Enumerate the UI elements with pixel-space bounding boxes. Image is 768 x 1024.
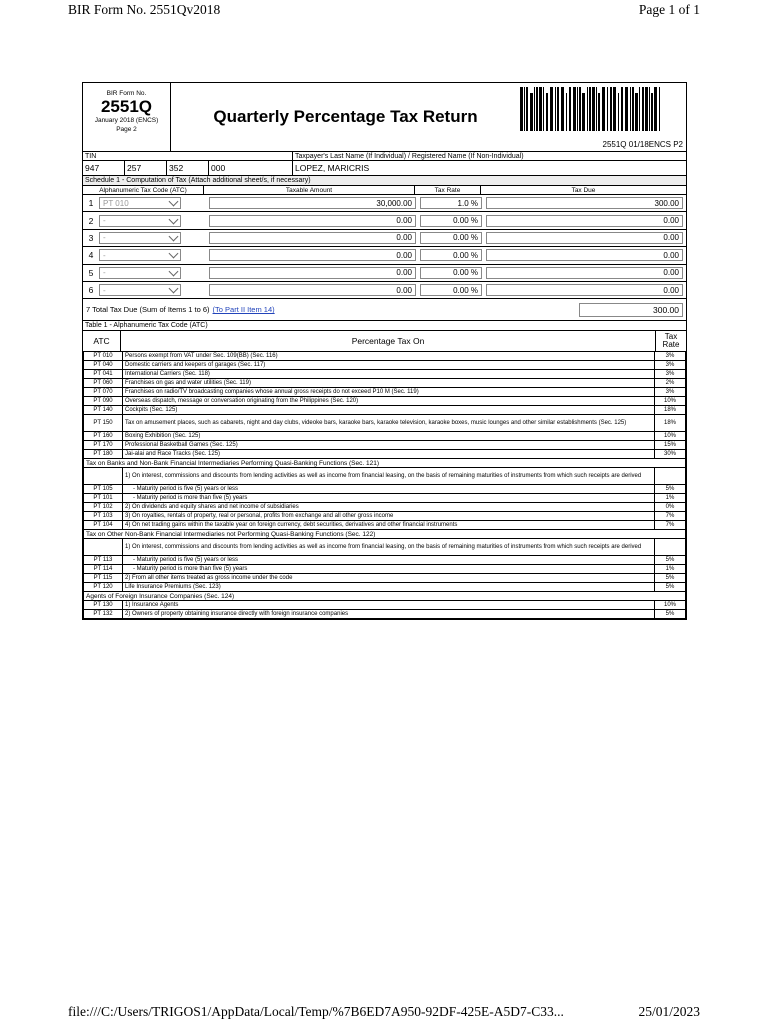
section-title: Agents of Foreign Insurance Companies (Sec. 124) — [84, 592, 686, 601]
atc-description: 1) On interest, commissions and discounts from lending activities as well as income from financial leasing, on the basis of remaining maturities of instruments from which such receipts are derived — [123, 539, 655, 556]
atc-rate: 0% — [655, 503, 686, 512]
atc-code: PT 040 — [84, 361, 123, 370]
tax-due-field[interactable]: 0.00 — [486, 267, 683, 279]
atc-rate: 3% — [655, 388, 686, 397]
taxable-amount-field[interactable]: 0.00 — [209, 267, 416, 279]
atc-description: 4) On net trading gains within the taxable year on foreign currency, debt securities, derivatives and other financial instruments — [123, 521, 655, 530]
schedule1-row — [83, 212, 686, 229]
tax-rate-field[interactable]: 0.00 % — [420, 249, 482, 261]
row-number: 6 — [88, 285, 94, 296]
atc-description: Boxing Exhibition (Sec. 125) — [123, 432, 655, 441]
table1 — [83, 351, 686, 619]
tax-rate-field[interactable]: 0.00 % — [420, 284, 482, 296]
atc-select[interactable] — [99, 267, 181, 279]
schedule1-row — [83, 230, 686, 247]
form-page: Page 2 — [116, 126, 137, 133]
atc-code: PT 113 — [84, 556, 123, 565]
print-footer-path: file:///C:/Users/TRIGOS1/AppData/Local/Temp/%7B6ED7A950-92DF-425E-A5D7-C33... — [68, 1004, 564, 1019]
atc-code: PT 150 — [84, 415, 123, 432]
taxpayer-label-row — [83, 152, 686, 161]
atc-code: PT 101 — [84, 494, 123, 503]
tax-rate-field[interactable]: 0.00 % — [420, 232, 482, 244]
taxpayer-name-label: Taxpayer's Last Name (If Individual) / Registered Name (If Non-Individual) — [295, 152, 524, 160]
atc-select[interactable] — [99, 197, 181, 209]
atc-code: PT 114 — [84, 565, 123, 574]
schedule1-header-rate: Tax Rate — [415, 186, 481, 194]
section-title: Tax on Other Non-Bank Financial Intermediaries not Performing Quasi-Banking Functions (Sec. 122) — [84, 530, 686, 539]
atc-rate: 5% — [655, 556, 686, 565]
table1-row — [84, 370, 686, 379]
table1-title — [83, 321, 686, 331]
table1-row — [84, 397, 686, 406]
atc-rate — [655, 468, 686, 485]
atc-rate: 1% — [655, 494, 686, 503]
schedule1-title — [83, 176, 686, 186]
form-number: 2551Q — [100, 97, 153, 116]
atc-select[interactable] — [99, 284, 181, 296]
table1-title-text: Table 1 - Alphanumeric Tax Code (ATC) — [85, 322, 208, 330]
atc-description: Professional Basketball Games (Sec. 125) — [123, 441, 655, 450]
tax-form — [82, 82, 687, 620]
atc-rate: 3% — [655, 370, 686, 379]
table1-row — [84, 610, 686, 619]
atc-description: - Maturity period is more than five (5) years — [123, 565, 655, 574]
taxable-amount-field[interactable]: 30,000.00 — [209, 197, 416, 209]
row-number: 5 — [88, 267, 94, 278]
total-tax-due-field[interactable]: 300.00 — [579, 303, 683, 317]
atc-description: 2) Owners of property obtaining insurance directly with foreign insurance companies — [123, 610, 655, 619]
table1-row — [84, 388, 686, 397]
atc-code — [84, 468, 123, 485]
atc-value: - — [103, 250, 106, 260]
table1-row — [84, 556, 686, 565]
table1-row — [84, 406, 686, 415]
tax-due-field[interactable]: 300.00 — [486, 197, 683, 209]
table1-row — [84, 441, 686, 450]
schedule1-row — [83, 282, 686, 299]
table1-row — [84, 521, 686, 530]
barcode-label: 2551Q 01/18ENCS P2 — [602, 140, 683, 149]
atc-rate: 18% — [655, 406, 686, 415]
atc-rate: 10% — [655, 397, 686, 406]
atc-value: - — [103, 233, 106, 243]
table1-header-row — [83, 331, 686, 351]
taxpayer-value-row — [83, 161, 686, 176]
atc-rate: 7% — [655, 521, 686, 530]
table1-header-rate: Tax Rate — [662, 332, 680, 350]
table1-row — [84, 512, 686, 521]
atc-code — [84, 539, 123, 556]
atc-rate: 5% — [655, 610, 686, 619]
atc-description: 2) From all other items treated as gross income under the code — [123, 574, 655, 583]
atc-rate: 3% — [655, 352, 686, 361]
atc-description: Jai-alai and Race Tracks (Sec. 125) — [123, 450, 655, 459]
atc-code: PT 104 — [84, 521, 123, 530]
table1-row — [84, 583, 686, 592]
atc-description: 1) Insurance Agents — [123, 601, 655, 610]
tin-field-2[interactable]: 257 — [125, 161, 167, 175]
form-version: January 2018 (ENCS) — [94, 117, 159, 124]
atc-code: PT 060 — [84, 379, 123, 388]
form-title: Quarterly Percentage Tax Return — [213, 107, 478, 126]
atc-description: Cockpits (Sec. 125) — [123, 406, 655, 415]
schedule1-row — [83, 247, 686, 264]
form-id-block — [83, 83, 171, 151]
tax-rate-field[interactable]: 1.0 % — [420, 197, 482, 209]
atc-rate: 5% — [655, 574, 686, 583]
table1-row — [84, 361, 686, 370]
taxable-amount-field[interactable]: 0.00 — [209, 232, 416, 244]
atc-description: Life Insurance Premiums (Sec. 123) — [123, 583, 655, 592]
atc-description: - Maturity period is more than five (5) years — [123, 494, 655, 503]
atc-value: - — [103, 285, 106, 295]
table1-row — [84, 494, 686, 503]
atc-code: PT 102 — [84, 503, 123, 512]
atc-value: - — [103, 268, 106, 278]
chevron-down-icon — [169, 266, 179, 276]
section-title: Tax on Banks and Non-Bank Financial Intermediaries Performing Quasi-Banking Functions (Sec. 121) — [84, 459, 686, 468]
tin-field-4[interactable]: 000 — [209, 161, 293, 175]
schedule1-header-amount: Taxable Amount — [204, 186, 415, 194]
table1-section-row — [84, 530, 686, 539]
atc-rate: 1% — [655, 565, 686, 574]
atc-code: PT 010 — [84, 352, 123, 361]
chevron-down-icon — [169, 214, 179, 224]
print-header-page: Page 1 of 1 — [638, 2, 700, 17]
atc-code: PT 070 — [84, 388, 123, 397]
row-number: 3 — [88, 232, 94, 243]
table1-row — [84, 432, 686, 441]
schedule1-row — [83, 195, 686, 212]
atc-description: - Maturity period is five (5) years or less — [123, 485, 655, 494]
tax-rate-field[interactable]: 0.00 % — [420, 215, 482, 227]
print-footer-date: 25/01/2023 — [638, 1004, 700, 1019]
atc-description: International Carriers (Sec. 118) — [123, 370, 655, 379]
row-number: 4 — [88, 250, 94, 261]
table1-section-row — [84, 592, 686, 601]
atc-code: PT 170 — [84, 441, 123, 450]
atc-description: Persons exempt from VAT under Sec. 109(BB) (Sec. 116) — [123, 352, 655, 361]
atc-rate: 7% — [655, 512, 686, 521]
table1-row — [84, 574, 686, 583]
atc-rate — [655, 539, 686, 556]
table1-row — [84, 352, 686, 361]
atc-code: PT 090 — [84, 397, 123, 406]
row-number: 1 — [88, 198, 94, 209]
atc-code: PT 105 — [84, 485, 123, 494]
atc-description: Franchises on radio/TV broadcasting companies whose annual gross receipts do not exceed P10 M (Sec. 119) — [123, 388, 655, 397]
atc-description: - Maturity period is five (5) years or less — [123, 556, 655, 565]
tax-due-field[interactable]: 0.00 — [486, 249, 683, 261]
atc-value: - — [103, 216, 106, 226]
schedule1-total-row — [83, 299, 686, 321]
barcode-block — [520, 83, 686, 151]
chevron-down-icon — [169, 284, 179, 294]
schedule1-row — [83, 265, 686, 282]
atc-code: PT 140 — [84, 406, 123, 415]
atc-rate: 5% — [655, 485, 686, 494]
tin-field-1[interactable]: 947 — [83, 161, 125, 175]
atc-description: Tax on amusement places, such as cabarets, night and day clubs, videoke bars, karaoke bars, karaoke television, karaoke boxes, music lounges and other similar establishments (Sec. 125) — [123, 415, 655, 432]
atc-rate: 10% — [655, 601, 686, 610]
tax-due-field[interactable]: 0.00 — [486, 232, 683, 244]
atc-code: PT 130 — [84, 601, 123, 610]
table1-row — [84, 450, 686, 459]
atc-description: 1) On interest, commissions and discounts from lending activities as well as income from financial leasing, on the basis of remaining maturities of instruments from which such receipts are derived — [123, 468, 655, 485]
tax-due-field[interactable]: 0.00 — [486, 284, 683, 296]
atc-rate: 3% — [655, 361, 686, 370]
total-link[interactable]: (To Part II Item 14) — [212, 305, 275, 315]
atc-description: Overseas dispatch, message or conversation originating from the Philippines (Sec. 120) — [123, 397, 655, 406]
taxable-amount-field[interactable]: 0.00 — [209, 249, 416, 261]
form-header — [83, 83, 686, 152]
print-header-title: BIR Form No. 2551Qv2018 — [68, 2, 221, 17]
schedule1-rows — [83, 195, 686, 299]
atc-rate: 30% — [655, 450, 686, 459]
table1-header-atc: ATC — [83, 331, 121, 351]
atc-code: PT 160 — [84, 432, 123, 441]
row-number: 2 — [88, 215, 94, 226]
table1-row — [84, 503, 686, 512]
atc-rate: 10% — [655, 432, 686, 441]
taxpayer-name-field[interactable]: LOPEZ, MARICRIS — [295, 163, 370, 173]
chevron-down-icon — [169, 232, 179, 242]
atc-rate: 18% — [655, 415, 686, 432]
table1-header-desc: Percentage Tax On — [121, 331, 656, 351]
taxable-amount-field[interactable]: 0.00 — [209, 284, 416, 296]
atc-rate: 15% — [655, 441, 686, 450]
table1-row — [84, 485, 686, 494]
atc-code: PT 132 — [84, 610, 123, 619]
taxable-amount-field[interactable]: 0.00 — [209, 215, 416, 227]
atc-description: Domestic carriers and keepers of garages (Sec. 117) — [123, 361, 655, 370]
tin-field-3[interactable]: 352 — [167, 161, 209, 175]
schedule1-header-row — [83, 186, 686, 195]
form-no-label: BIR Form No. — [106, 90, 147, 97]
atc-description: 3) On royalties, rentals of property, real or personal, profits from exchange and all other gross income — [123, 512, 655, 521]
atc-code: PT 041 — [84, 370, 123, 379]
schedule1-title-text: Schedule 1 - Computation of Tax (Attach additional sheet/s, if necessary) — [85, 177, 311, 184]
table1-row — [84, 601, 686, 610]
chevron-down-icon — [169, 249, 179, 259]
atc-code: PT 115 — [84, 574, 123, 583]
table1-row — [84, 565, 686, 574]
schedule1-header-atc: Alphanumeric Tax Code (ATC) — [83, 186, 204, 194]
table1-row — [84, 468, 686, 485]
table1-section-row — [84, 459, 686, 468]
table1-row — [84, 379, 686, 388]
schedule1-header-due: Tax Due — [571, 186, 596, 194]
atc-description: 2) On dividends and equity shares and net income of subsidiaries — [123, 503, 655, 512]
atc-code: PT 120 — [84, 583, 123, 592]
atc-value: PT 010 — [103, 198, 129, 208]
tin-label: TIN — [83, 152, 293, 160]
atc-select[interactable] — [99, 249, 181, 261]
atc-code: PT 103 — [84, 512, 123, 521]
table1-row — [84, 415, 686, 432]
atc-rate: 2% — [655, 379, 686, 388]
total-tax-due-label: 7 Total Tax Due (Sum of Items 1 to 6) — [86, 305, 210, 315]
tax-rate-field[interactable]: 0.00 % — [420, 267, 482, 279]
chevron-down-icon — [169, 197, 179, 207]
atc-select[interactable] — [99, 215, 181, 227]
atc-rate: 5% — [655, 583, 686, 592]
table1-row — [84, 539, 686, 556]
atc-select[interactable] — [99, 232, 181, 244]
barcode-image — [520, 87, 662, 131]
tax-due-field[interactable]: 0.00 — [486, 215, 683, 227]
atc-code: PT 180 — [84, 450, 123, 459]
atc-description: Franchises on gas and water utilities (Sec. 119) — [123, 379, 655, 388]
